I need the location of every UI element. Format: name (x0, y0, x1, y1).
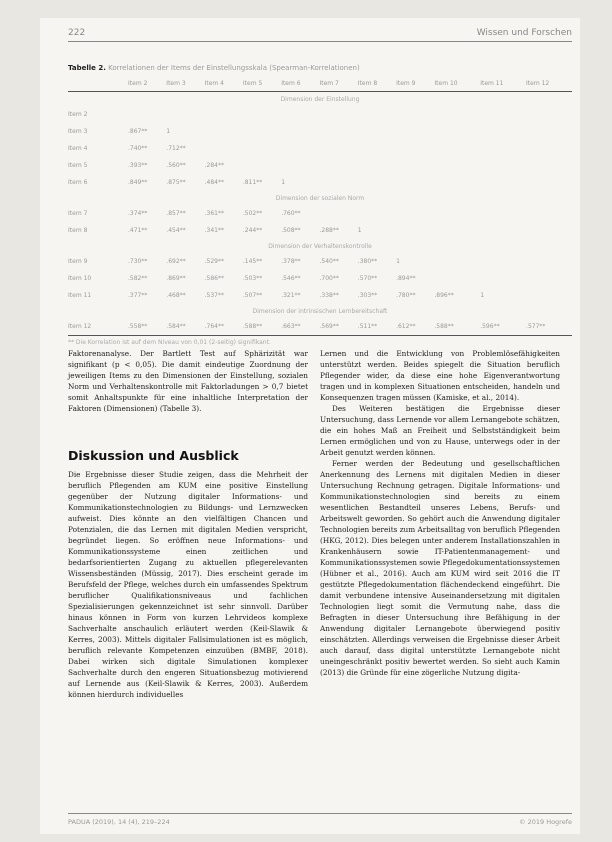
table-cell: 1 (480, 292, 485, 299)
table-cell (396, 174, 434, 191)
table-cell: .570** (357, 275, 378, 282)
table-cell: .663** (281, 318, 319, 336)
table-cell: .393** (128, 162, 148, 169)
table-cell: .896** (434, 292, 454, 299)
table-cell (480, 157, 526, 174)
header-rule (68, 41, 572, 42)
table-cell: .875** (166, 179, 186, 186)
table-cell: .780** (396, 292, 416, 299)
factor-analysis-paragraph: Faktorenanalyse. Der Bartlett Test auf Sphärizität war signifikant (p < 0,05). Die damit eindeutige Zuordnung der jeweiligen Items zu den Dimensionen der Einstellung, sozialen Norm und Verhaltenskontrolle mit Faktorladungen > 0,7 bietet somit Anhaltspunkte für eine inhaltliche Interpretation der Faktoren (Dimensionen) (Tabelle 3). (68, 349, 308, 413)
table-column-header: Item 7 (319, 78, 357, 92)
table-cell: .577** (526, 318, 572, 336)
table-cell (396, 140, 434, 157)
table-cell (480, 253, 526, 270)
journal-section: Wissen und Forschen (476, 28, 572, 38)
table-row (68, 205, 572, 222)
table-cell (205, 140, 243, 157)
table-cell (434, 205, 480, 222)
table-cell: .558** (128, 318, 166, 336)
table-row (68, 140, 572, 157)
table-cell (358, 205, 396, 222)
table-column-header: Item 2 (128, 78, 166, 92)
table-row-label: Item 9 (68, 258, 88, 265)
table-column-header: Item 11 (480, 78, 526, 92)
table-cell: .582** (128, 275, 148, 282)
correlation-table-block (68, 64, 572, 346)
table-cell: .378** (281, 258, 301, 265)
table-cell: .537** (204, 292, 224, 299)
table-cell (434, 123, 480, 140)
table-group-row (68, 304, 572, 318)
table-cell: .764** (205, 318, 243, 336)
table-row-label: Item 11 (68, 292, 92, 299)
table-cell: .546** (281, 275, 301, 282)
table-group-title: Dimension der Verhaltenskontrolle (268, 242, 372, 250)
table-cell: .588** (243, 318, 281, 336)
table-cell (243, 106, 281, 123)
footer-rule (68, 813, 572, 814)
table-cell: .508** (281, 227, 301, 234)
table-group-title: Dimension der sozialen Norm (275, 194, 365, 202)
right-paragraph-1: Lernen und die Entwicklung von Problemlösefähigkeiten unterstützt werden. Beides spiegelt die Situation beruflich Pflegender wider, da diese eine hohe Eigenverantwortung tragen und in komplexen Situationen entscheiden, handeln und Konsequenzen tragen müssen (Kamiske, et al., 2014). (320, 349, 560, 402)
table-row-label: Item 10 (68, 275, 92, 282)
section-heading-discussion: Diskussion und Ausblick (68, 448, 239, 463)
table-cell (434, 157, 480, 174)
table-cell (396, 106, 434, 123)
table-column-header: Item 8 (358, 78, 396, 92)
table-row-label: Item 3 (68, 128, 88, 135)
right-paragraph-3: Ferner werden der Bedeutung und gesellschaftlichen Anerkennung des Lernens mit digitalen Medien in dieser Untersuchung Rechnung getragen. Digitale Informations- und Kommunikationstechnologien sind bereits zu einem wesentlichen Bestandteil unseres Lebens, Berufs- und Arbeitswelt geworden. So gehört auch die Anwendung digitaler Technologien bereits zum Arbeitsalltag von beruflich Pflegenden (HKG, 2012). Dies belegen unter anderem Installationszahlen in Krankenhäusern sowie IT-Patientenmanagement- und Kommunikationssystemen sowie Pflegedokumentationssystemen (Hübner et al., 2016). Auch am KUM wird seit 2016 die IT gestützte Pflegedokumentation flächendeckend eingeführt. Die damit verbundene intensive Auseinandersetzung mit digitalen Technologien liegt somit die Vermutung nahe, dass die Befragten in dieser Untersuchung ihre Befähigung in der Anwendung digitaler Lernangebote überwiegend positiv einschätzten. Allerdings verweisen die Ergebnisse dieser Arbeit auch darauf, dass digital unterstützte Lernangebote nicht uneingeschränkt positiv bewertet werden. So sieht auch Kamin (2013) die Gründe für eine zögerliche Nutzung digita- (320, 459, 561, 677)
table-cell (526, 270, 572, 287)
table-cell: .730** (128, 258, 148, 265)
table-cell: .584** (166, 318, 204, 336)
table-cell: .374** (128, 210, 148, 217)
table-cell (434, 222, 480, 239)
table-column-header: Item 4 (205, 78, 243, 92)
right-text-column (320, 348, 560, 678)
table-cell (526, 157, 572, 174)
table-row (68, 222, 572, 239)
table-cell (243, 157, 281, 174)
table-cell (358, 123, 396, 140)
table-header-row (68, 78, 572, 92)
table-cell: 1 (166, 128, 171, 135)
table-column-header: Item 10 (434, 78, 480, 92)
page-number: 222 (68, 28, 86, 38)
table-cell: .588** (434, 318, 480, 336)
table-cell (434, 106, 480, 123)
table-cell: .894** (396, 275, 416, 282)
table-cell (319, 123, 357, 140)
table-cell (396, 205, 434, 222)
table-cell (480, 270, 526, 287)
table-row-label: Item 2 (68, 111, 88, 118)
table-cell (526, 140, 572, 157)
table-cell (396, 222, 434, 239)
discussion-paragraph: Die Ergebnisse dieser Studie zeigen, dass die Mehrheit der beruflich Pflegenden am KUM eine positive Einstellung gegenüber der Nutzung digitaler Informations- und Kommunikationstechnologien zu Bildungs- und Lernzwecken aufweist. Dies könnte an den vielfältigen Chancen und Potenzialen, die das Lernen mit digitalen Medien verspricht, begründet liegen. So eröffnen neue Informations- und Kommunikationssysteme einen zeitlichen und bedarfsorientierten Zugang zu aktuellen pflegerelevanten Wissensbeständen (Müssig, 2017). Dies erscheint gerade im Berufsfeld der Pflege, welches durch ein umfassendes Spektrum beruflicher Qualifikationsniveaus und fachlichen Spezialisierungen gekennzeichnet ist sehr sinnvoll. Darüber hinaus können in Form von kurzen Lehrvideos komplexe Sachverhalte anschaulich erläutert werden (Keil-Slawik & Kerres, 2003). Mittels digitaler Fallsimulationen ist es möglich, beruflich relevante Kompetenzen einzuüben (BMBF, 2018). Dabei wirken sich digitale Simulationen komplexer Sachverhalte durch den engeren Situationsbezug motivierend auf Lernende aus (Keil-Slawik & Kerres, 2003). Außerdem können hierdurch individuelles (68, 470, 308, 699)
table-cell (358, 140, 396, 157)
table-cell: .454** (166, 227, 186, 234)
table-cell: .502** (242, 210, 263, 217)
table-cell (526, 222, 572, 239)
table-cell (396, 123, 434, 140)
table-row-label: Item 8 (68, 227, 88, 234)
table-cell: .341** (204, 227, 224, 234)
table-cell (434, 270, 480, 287)
table-column-header (68, 78, 128, 92)
table-row (68, 106, 572, 123)
table-cell (128, 106, 166, 123)
table-cell (434, 174, 480, 191)
table-cell (526, 287, 572, 304)
page-footer (68, 818, 572, 826)
table-cell (480, 123, 526, 140)
table-cell: .377** (128, 292, 148, 299)
table-cell: .468** (166, 292, 186, 299)
table-cell: .857** (166, 210, 186, 217)
table-cell (319, 157, 357, 174)
table-column-header: Item 6 (281, 78, 319, 92)
table-cell (358, 157, 396, 174)
table-group-row (68, 239, 572, 253)
table-cell: .338** (319, 292, 339, 299)
table-cell: .740** (128, 145, 148, 152)
table-cell: .760** (281, 210, 301, 217)
table-cell (281, 140, 319, 157)
correlation-table (68, 78, 572, 336)
table-cell (319, 174, 357, 191)
table-cell: .586** (204, 275, 224, 282)
table-cell (205, 123, 243, 140)
table-cell: .569** (319, 318, 357, 336)
table-cell (480, 174, 526, 191)
table-column-header: Item 3 (166, 78, 204, 92)
table-cell (526, 106, 572, 123)
table-cell (319, 205, 357, 222)
table-cell (526, 123, 572, 140)
table-cell (243, 123, 281, 140)
table-cell (480, 222, 526, 239)
table-cell: .503** (242, 275, 263, 282)
table-cell (526, 253, 572, 270)
table-cell: .540** (319, 258, 339, 265)
table-cell (434, 140, 480, 157)
table-cell (526, 205, 572, 222)
table-footnote: ** Die Korrelation ist auf dem Niveau von 0,01 (2-seitig) signifikant. (68, 339, 271, 346)
table-row (68, 157, 572, 174)
table-cell: .700** (319, 275, 339, 282)
table-group-row (68, 92, 572, 107)
table-row-label: Item 4 (68, 145, 88, 152)
table-row (68, 287, 572, 304)
table-cell: .596** (480, 318, 526, 336)
table-cell: .321** (281, 292, 301, 299)
table-cell: .849** (128, 179, 148, 186)
table-cell (526, 174, 572, 191)
table-cell (205, 106, 243, 123)
table-cell (281, 106, 319, 123)
footer-citation: PADUA (2019), 14 (4), 219–224 (68, 818, 170, 826)
table-column-header: Item 12 (526, 78, 572, 92)
table-row-label: Item 7 (68, 210, 88, 217)
table-cell: .244** (242, 227, 263, 234)
table-cell: 1 (396, 258, 400, 265)
table-cell: 1 (281, 179, 286, 186)
table-cell: .484** (204, 179, 224, 186)
table-cell: .811** (242, 179, 263, 186)
table-cell (480, 205, 526, 222)
table-cell: .303** (357, 292, 378, 299)
table-cell: .284** (204, 162, 224, 169)
table-cell (358, 106, 396, 123)
table-cell: .507** (242, 292, 263, 299)
right-paragraph-2: Des Weiteren bestätigen die Ergebnisse dieser Untersuchung, dass Lernende vor allem Lernangebote schätzen, die ein hohes Maß an Freiheit und Selbstständigkeit beim Lernen ermöglichen und von zu Hause, unterwegs oder in der Arbeit genutzt werden können. (320, 404, 560, 457)
table-body (68, 92, 572, 336)
left-text-column (68, 348, 308, 700)
table-cell: .612** (396, 318, 434, 336)
table-row (68, 123, 572, 140)
table-caption (68, 64, 572, 72)
table-caption-label: Tabelle 2. (68, 64, 106, 72)
table-cell (480, 140, 526, 157)
table-cell (281, 157, 319, 174)
footer-copyright: © 2019 Hogrefe (519, 818, 572, 826)
table-row (68, 318, 572, 336)
table-row-label: Item 5 (68, 162, 88, 169)
table-row (68, 174, 572, 191)
table-cell: .361** (204, 210, 224, 217)
table-group-title: Dimension der Einstellung (280, 95, 360, 103)
table-column-header: Item 9 (396, 78, 434, 92)
table-cell (319, 140, 357, 157)
table-cell: .511** (358, 318, 396, 336)
table-cell (358, 174, 396, 191)
table-caption-text: Korrelationen der Items der Einstellungsskala (Spearman-Korrelationen) (108, 64, 360, 72)
table-cell: .288** (319, 227, 339, 234)
table-cell (396, 157, 434, 174)
table-cell: .145** (242, 258, 263, 265)
table-cell: .712** (166, 145, 186, 152)
table-cell (166, 106, 204, 123)
table-cell: .380** (357, 258, 378, 265)
table-cell: .867** (128, 128, 148, 135)
table-group-title: Dimension der intrinsischen Lernbereitschaft (252, 307, 388, 315)
table-cell (281, 123, 319, 140)
table-cell (480, 106, 526, 123)
table-cell: .869** (166, 275, 186, 282)
table-cell (319, 106, 357, 123)
table-row (68, 253, 572, 270)
table-cell: .692** (166, 258, 186, 265)
table-cell: .529** (204, 258, 224, 265)
table-cell: .560** (166, 162, 186, 169)
table-cell: 1 (357, 227, 362, 234)
table-column-header: Item 5 (243, 78, 281, 92)
table-cell: .471** (128, 227, 148, 234)
table-row (68, 270, 572, 287)
table-cell (243, 140, 281, 157)
table-row-label: Item 6 (68, 179, 88, 186)
table-group-row (68, 191, 572, 205)
document-page (40, 18, 580, 834)
table-row-label: Item 12 (68, 318, 128, 336)
table-cell (434, 253, 480, 270)
